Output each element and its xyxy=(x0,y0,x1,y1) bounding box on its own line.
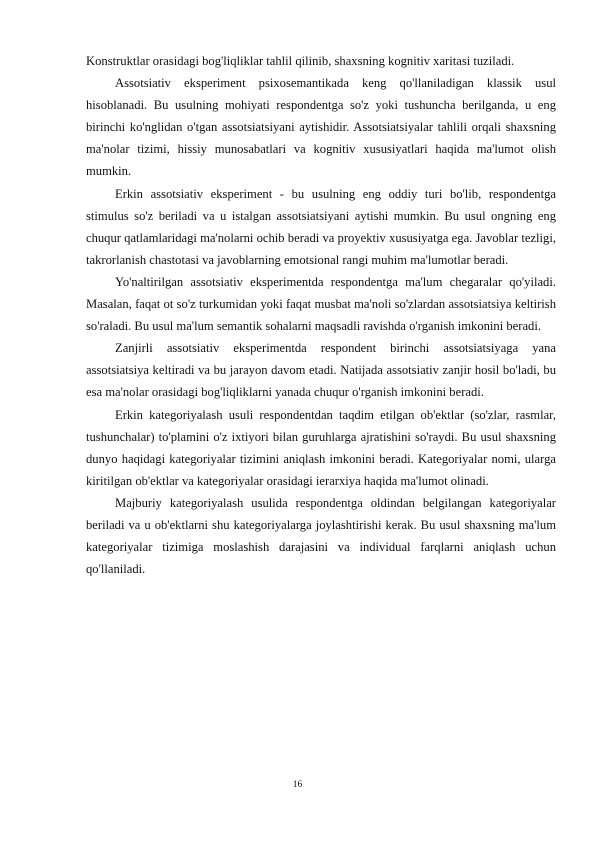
paragraph-directed-associative: Yo'naltirilgan assotsiativ eksperimentda respondentga ma'lum chegaralar qo'yiladi. Masalan, faqat ot so'z turkumidan yoki faqat musbat ma'noli so'zlardan assotsiatsiya keltirish so'raladi. Bu usul ma'lum semantik sohalarni maqsadli ravishda o'rganish imkonini beradi. xyxy=(86,274,556,334)
page-number: 16 xyxy=(292,780,303,790)
paragraph-chain-associative: Zanjirli assotsiativ eksperimentda respondent birinchi assotsiatsiyaga yana assotsiatsiya keltiradi va bu jarayon davom etadi. Natijada assotsiativ zanjir hosil bo'ladi, bu esa ma'nolar orasidagi bog'liqliklarni yanada chuqur o'rganish imkonini beradi. xyxy=(86,341,556,400)
paragraph-forced-categorization: Majburiy kategoriyalash usulida respondentga oldindan belgilangan kategoriyalar beriladi va u ob'ektlarni shu kategoriyalarga joylashtirishi kerak. Bu usul shaxsning ma'lum kategoriyalar tizimiga moslashish darajasini va individual farqlarni aniqlash uchun qo'llaniladi. xyxy=(86,495,556,577)
page-body xyxy=(86,50,556,580)
paragraph-free-associative: Erkin assotsiativ eksperiment - bu usulning eng oddiy turi bo'lib, respondentga stimulus so'z beriladi va u istalgan assotsiatsiyani aytishi mumkin. Bu usul ongning eng chuqur qatlamlaridagi ma'nolarni ochib beradi va proyektiv xususiyatga ega. Javoblar tezligi, takrorlanish chastotasi va javoblarning emotsional rangi muhim ma'lumotlar beradi. xyxy=(86,186,556,267)
paragraph-free-categorization: Erkin kategoriyalash usuli respondentdan taqdim etilgan ob'ektlar (so'zlar, rasmlar, tushunchalar) to'plamini o'z ixtiyori bilan guruhlarga ajratishini so'raydi. Bu usul shaxsning dunyo haqidagi kategoriyalar tizimini aniqlash imkonini beradi. Kategoriyalar nomi, ularga kiritilgan ob'ektlar va kategoriyalar orasidagi ierarxiya haqida ma'lumot olinadi. xyxy=(86,407,556,488)
paragraph-continuation: Konstruktlar orasidagi bog'liqliklar tahlil qilinib, shaxsning kognitiv xaritasi tuziladi. xyxy=(86,54,515,68)
paragraph-associative-experiment: Assotsiativ eksperiment psixosemantikada keng qo'llaniladigan klassik usul hisoblanadi. Bu usulning mohiyati respondentga so'z yoki tushuncha berilganda, u eng birinchi ko'nglidan o'tgan assotsiatsiyani aytishidir. Assotsiatsiyalar tahlili orqali shaxsning ma'nolar tizimi, hissiy munosabatlari va kognitiv xususiyatlari haqida ma'lumot olish mumkin. xyxy=(86,76,556,179)
